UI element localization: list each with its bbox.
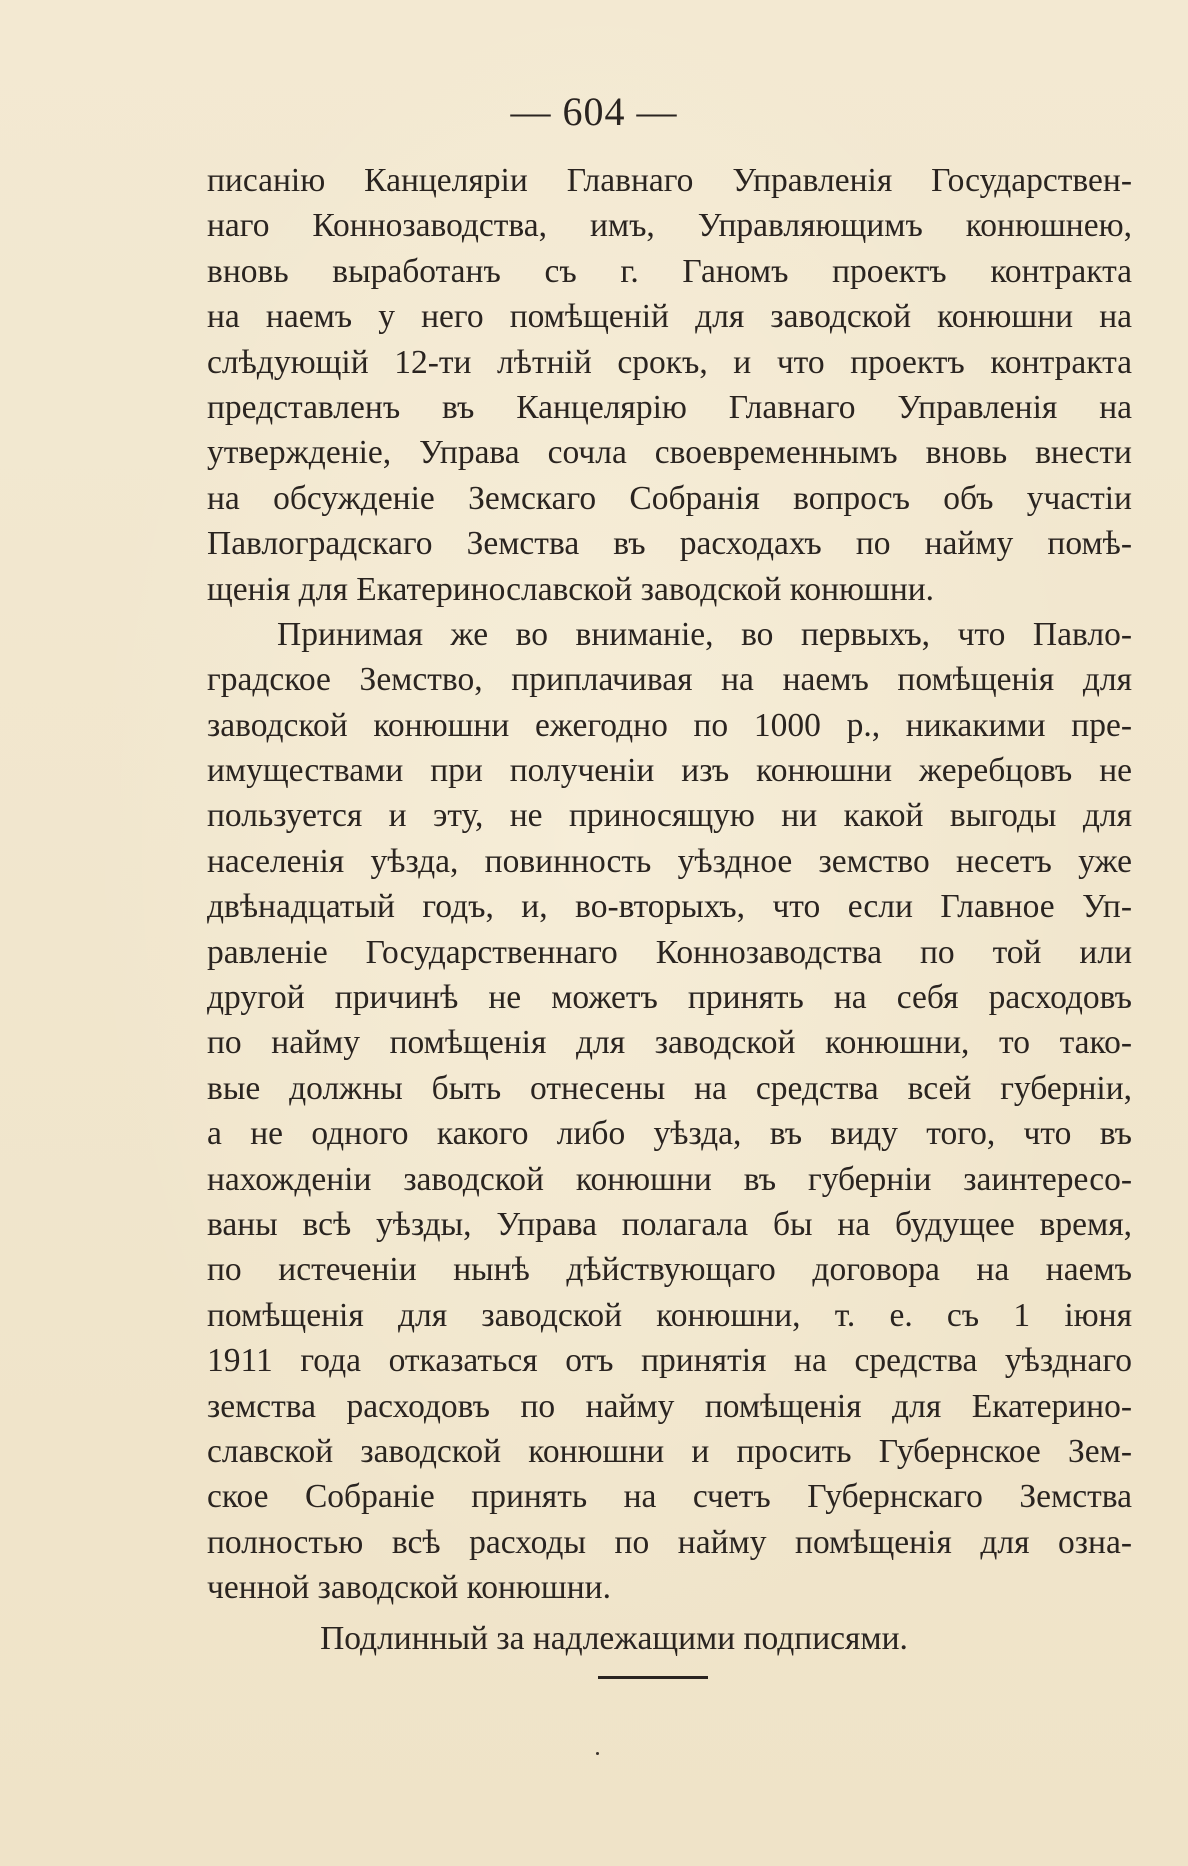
text-line: щенія для Екатеринославской заводской конюшни. [207,570,935,608]
text-line: населенія уѣзда, повинность уѣздное земство несетъ уже [207,842,1132,880]
text-line: земства расходовъ по найму помѣщенія для Екатерино- [207,1387,1132,1425]
closing-rule [598,1676,708,1679]
text-line: Павлоградскаго Земства въ расходахъ по найму помѣ- [207,525,1132,563]
text-line: другой причинѣ не можетъ принять на себя расходовъ [207,979,1132,1017]
text-line: равленіе Государственнаго Коннозаводства по той или [207,933,1132,971]
text-line: утвержденіе, Управа сочла своевременнымъ вновь внести [207,434,1132,472]
text-line: заводской конюшни ежегодно по 1000 р., никакими пре- [207,706,1132,744]
text-line: по истеченіи нынѣ дѣйствующаго договора на наемъ [207,1251,1132,1289]
speck-mark [596,1752,599,1755]
text-line: пользуется и эту, не приносящую ни какой выгоды для [207,797,1132,835]
text-line: полностью всѣ расходы по найму помѣщенія для озна- [207,1523,1132,1561]
text-line: на наемъ у него помѣщеній для заводской конюшни на [207,298,1132,336]
text-line: ское Собраніе принять на счетъ Губернскаго Земства [207,1478,1132,1516]
text-line: а не одного какого либо уѣзда, въ виду того, что въ [207,1115,1132,1153]
text-line: писанію Канцеляріи Главнаго Управленія Государствен- [207,162,1132,199]
text-line: на обсужденіе Земскаго Собранія вопросъ объ участіи [207,479,1132,517]
text-line: по найму помѣщенія для заводской конюшни, то тако- [207,1024,1132,1062]
text-line: вновь выработанъ съ г. Ганомъ проектъ контракта [207,252,1132,290]
text-line: наго Коннозаводства, имъ, Управляющимъ конюшнею, [207,207,1132,245]
text-line: градское Земство, приплачивая на наемъ помѣщенія для [207,661,1132,699]
text-line: помѣщенія для заводской конюшни, т. е. съ 1 іюня [207,1296,1132,1334]
text-line: имуществами при полученіи изъ конюшни жеребцовъ не [207,752,1132,790]
signature-note: Подлинный за надлежащими подписями. [320,1620,908,1657]
text-line: вые должны быть отнесены на средства всей губерніи, [207,1069,1132,1107]
body-text [207,158,1132,1611]
page-number: — 604 — [510,89,678,134]
text-line: слѣдующій 12-ти лѣтній срокъ, и что проектъ контракта [207,343,1132,381]
paragraph-start-line: Принимая же во вниманіе, во первыхъ, что Павло- [277,615,1132,653]
text-line: славской заводской конюшни и просить Губернское Зем- [207,1432,1132,1470]
text-line: представленъ въ Канцелярію Главнаго Управленія на [207,388,1132,426]
text-line: ваны всѣ уѣзды, Управа полагала бы на будущее время, [207,1205,1132,1243]
text-line: двѣнадцатый годъ, и, во-вторыхъ, что если Главное Уп- [207,888,1132,926]
text-line: нахожденіи заводской конюшни въ губерніи заинтересо- [207,1160,1132,1198]
text-line: ченной заводской конюшни. [207,1569,611,1607]
text-line: 1911 года отказаться отъ принятія на средства уѣзднаго [207,1342,1132,1380]
